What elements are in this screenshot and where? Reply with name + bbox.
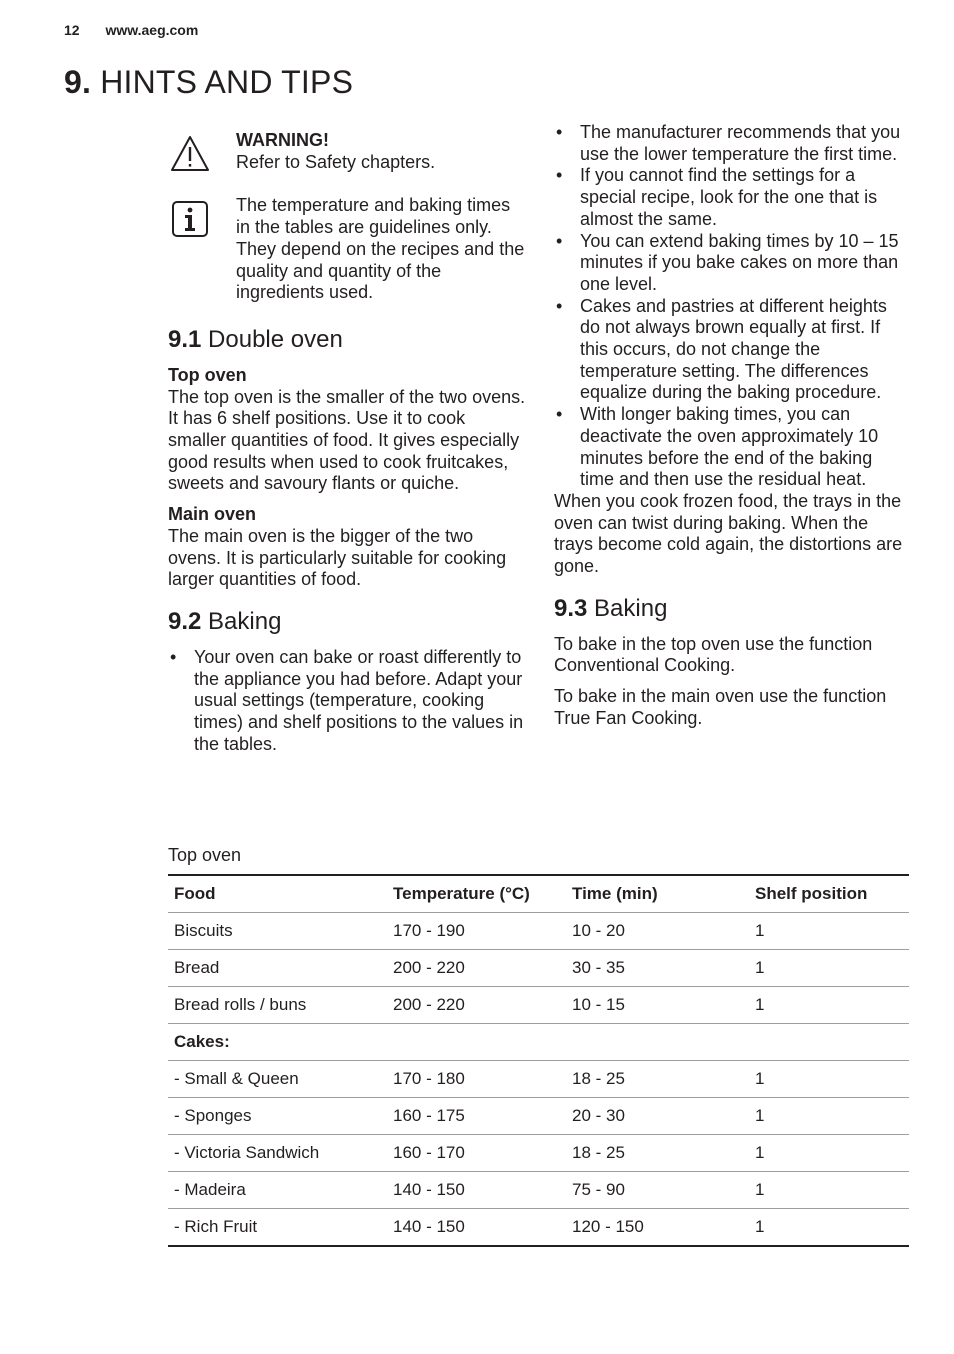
section-9-3-title: Baking — [594, 594, 668, 622]
table-row — [168, 1135, 909, 1172]
table-cell: 170 - 180 — [387, 1061, 566, 1098]
section-9-1-heading — [168, 326, 528, 354]
table-cell: 1 — [749, 987, 909, 1024]
column-header-temperature: Temperature (°C) — [387, 875, 566, 913]
table-row — [168, 1172, 909, 1209]
table-row — [168, 913, 909, 950]
section-9-2-heading — [168, 608, 528, 636]
page-number: 12 — [64, 22, 80, 38]
table-cell — [387, 1024, 566, 1061]
table-row — [168, 1209, 909, 1247]
table-cell: 18 - 25 — [566, 1061, 749, 1098]
table-cell: - Sponges — [168, 1098, 387, 1135]
warning-triangle-icon — [170, 134, 210, 174]
table-row — [168, 1098, 909, 1135]
website-url: www.aeg.com — [105, 22, 199, 38]
section-9-2-title: Baking — [208, 607, 282, 635]
table-cell: 160 - 170 — [387, 1135, 566, 1172]
table-cell: 1 — [749, 1209, 909, 1247]
list-item: • The manufacturer recommends that you use the lower temperature the first time. — [554, 122, 910, 165]
left-column — [168, 130, 528, 755]
list-item: • You can extend baking times by 10 – 15 minutes if you bake cakes on more than one level. — [554, 231, 910, 296]
list-item: • Cakes and pastries at different heights do not always brown equally at first. If this occurs, do not change the temperature setting. The differences equalize during the baking procedure. — [554, 296, 910, 405]
main-oven-baking-text: To bake in the main oven use the function True Fan Cooking. — [554, 686, 887, 728]
table-cell: 140 - 150 — [387, 1209, 566, 1247]
table-cell: 1 — [749, 1135, 909, 1172]
top-oven-baking-text: To bake in the top oven use the function Conventional Cooking. — [554, 633, 873, 676]
table-cell: 18 - 25 — [566, 1135, 749, 1172]
section-9-1-title: Double oven — [208, 325, 343, 353]
table-cell: 200 - 220 — [387, 950, 566, 987]
table-cell: Biscuits — [168, 913, 387, 950]
frozen-food-text: When you cook frozen food, the trays in the oven can twist during baking. When the trays become cold again, the distortions are gone. — [554, 490, 903, 577]
section-9-2-number: 9.2 — [168, 607, 202, 635]
table-cell: 1 — [749, 1061, 909, 1098]
table-row — [168, 1061, 909, 1098]
top-oven-heading: Top oven — [168, 364, 247, 385]
top-oven-text: The top oven is the smaller of the two ovens. It has 6 shelf positions. Use it to cook smaller quantities of food. It gives especially good results when used to cook fruitcakes, sweets and savoury flants or quiche. — [168, 386, 526, 494]
column-header-food: Food — [168, 875, 387, 913]
table-cell: 10 - 20 — [566, 913, 749, 950]
table-cell: 1 — [749, 1098, 909, 1135]
warning-text: Refer to Safety chapters. — [236, 151, 436, 172]
warning-notice — [168, 130, 528, 173]
table-cell: 120 - 150 — [566, 1209, 749, 1247]
info-icon — [170, 199, 210, 239]
table-row-group-heading — [168, 1024, 909, 1061]
table-cell: 20 - 30 — [566, 1098, 749, 1135]
page-header — [64, 22, 198, 38]
table-cell — [566, 1024, 749, 1061]
list-item: • Your oven can bake or roast differently to the appliance you had before. Adapt your usual settings (temperature, cooking times) and shelf positions to the values in the tables. — [168, 647, 528, 756]
baking-bullets-left — [168, 647, 528, 756]
info-text: The temperature and baking times in the tables are guidelines only. They depend on the recipes and the quality and quantity of the ingredients used. — [236, 195, 525, 303]
chapter-title-text: HINTS AND TIPS — [100, 64, 354, 100]
main-oven-text: The main oven is the bigger of the two ovens. It is particularly suitable for cooking larger quantities of food. — [168, 525, 507, 590]
table-cell: 140 - 150 — [387, 1172, 566, 1209]
table-cell — [749, 1024, 909, 1061]
chapter-title — [64, 64, 353, 101]
table-cell: 200 - 220 — [387, 987, 566, 1024]
table-cell: - Small & Queen — [168, 1061, 387, 1098]
table-cell: 75 - 90 — [566, 1172, 749, 1209]
table-cell: 160 - 175 — [387, 1098, 566, 1135]
top-oven-table — [168, 874, 909, 1247]
table-cell: 1 — [749, 1172, 909, 1209]
table-cell: Bread rolls / buns — [168, 987, 387, 1024]
table-caption: Top oven — [168, 845, 242, 865]
baking-bullets-right — [554, 122, 910, 491]
table-row — [168, 950, 909, 987]
section-9-3-number: 9.3 — [554, 594, 588, 622]
table-cell: 1 — [749, 950, 909, 987]
column-header-shelf: Shelf position — [749, 875, 909, 913]
info-notice — [168, 195, 528, 304]
table-cell: - Rich Fruit — [168, 1209, 387, 1247]
table-cell: 10 - 15 — [566, 987, 749, 1024]
table-cell: Cakes: — [168, 1024, 387, 1061]
warning-label: WARNING! — [236, 130, 329, 150]
table-cell: - Victoria Sandwich — [168, 1135, 387, 1172]
table-row — [168, 987, 909, 1024]
section-9-3-heading — [554, 595, 910, 623]
list-item: • With longer baking times, you can deactivate the oven approximately 10 minutes before the end of the baking time and then use the residual heat. — [554, 404, 910, 491]
table-cell: 30 - 35 — [566, 950, 749, 987]
section-9-1-number: 9.1 — [168, 325, 202, 353]
chapter-number: 9. — [64, 64, 92, 100]
table-header-row — [168, 875, 909, 913]
right-column — [554, 122, 910, 730]
column-header-time: Time (min) — [566, 875, 749, 913]
table-cell: 1 — [749, 913, 909, 950]
table-cell: Bread — [168, 950, 387, 987]
list-item: • If you cannot find the settings for a special recipe, look for the one that is almost the same. — [554, 165, 910, 230]
table-cell: - Madeira — [168, 1172, 387, 1209]
main-oven-heading: Main oven — [168, 504, 257, 525]
table-cell: 170 - 190 — [387, 913, 566, 950]
